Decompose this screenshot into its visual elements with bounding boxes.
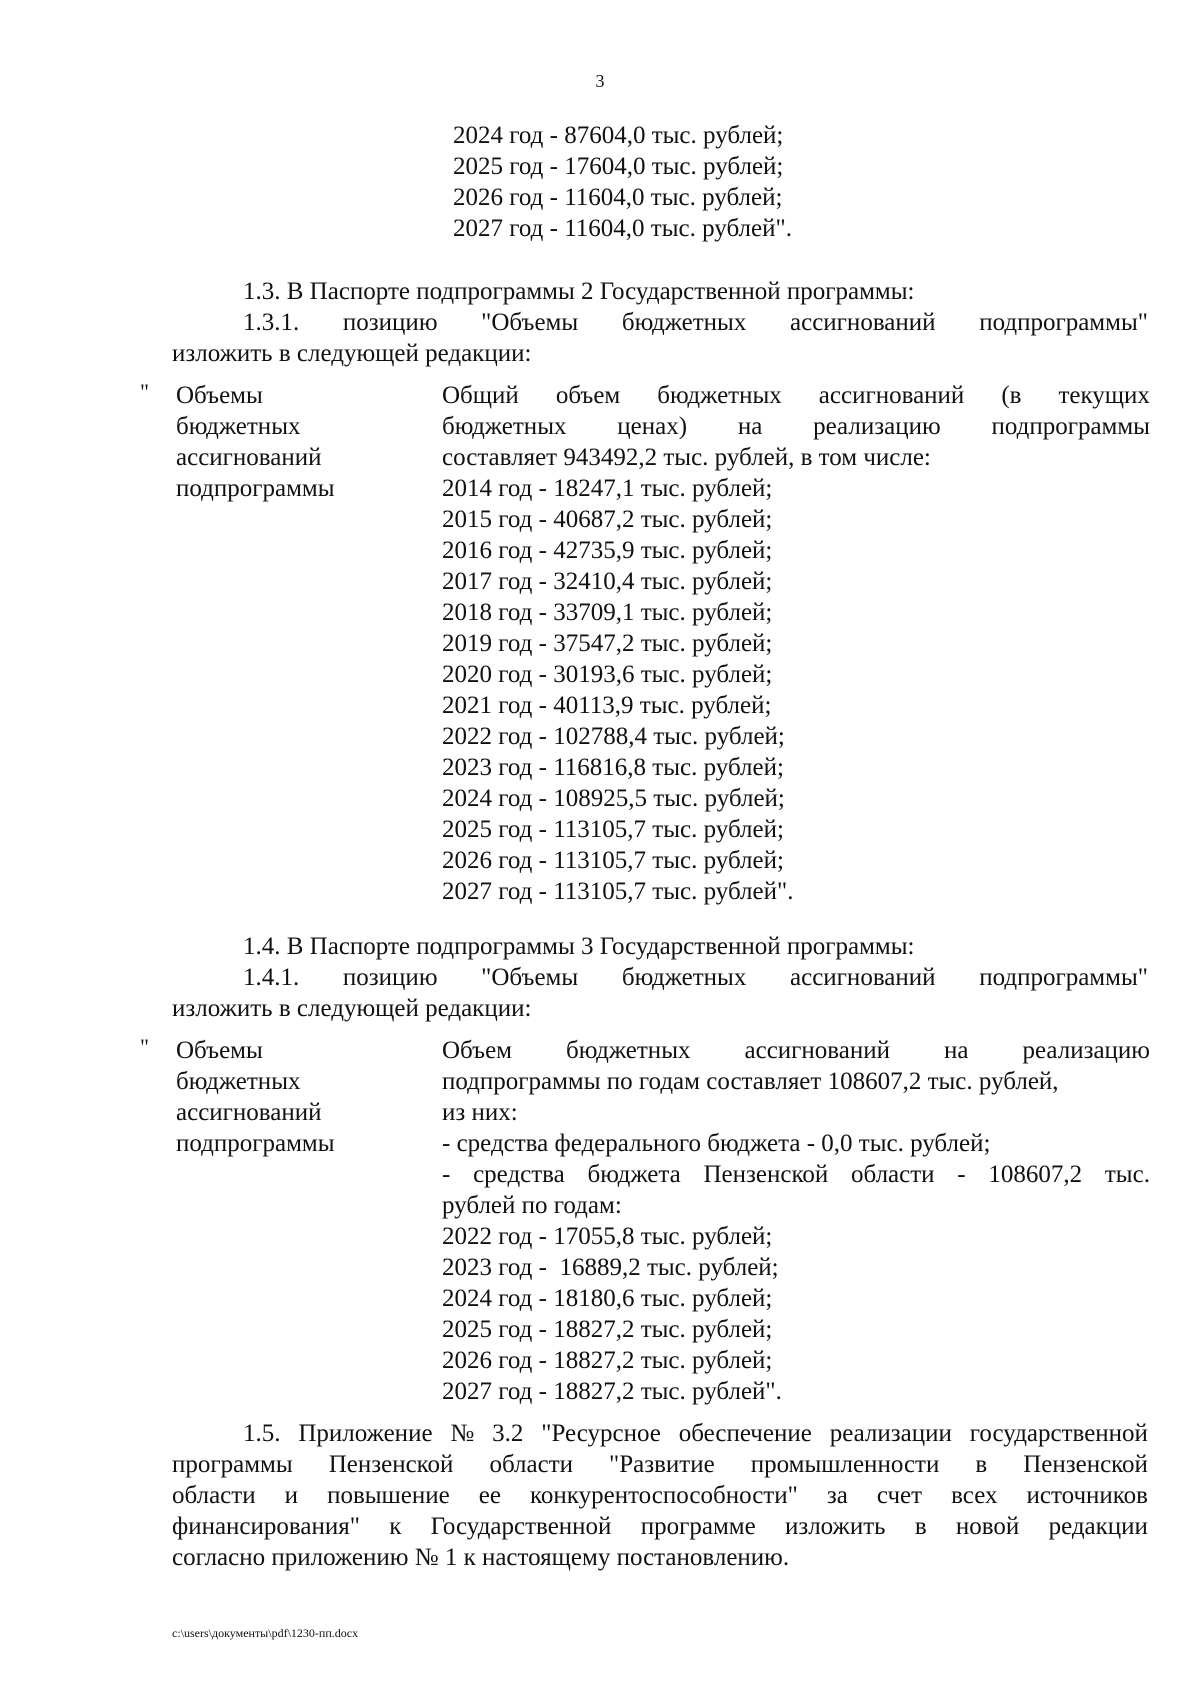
list-item: 2022 год - 17055,8 тыс. рублей; bbox=[442, 1223, 773, 1250]
position-label bbox=[176, 1035, 426, 1159]
word: всех bbox=[951, 1482, 998, 1509]
word: "Развитие bbox=[609, 1451, 715, 1478]
word: обеспечение bbox=[678, 1420, 812, 1447]
position-value bbox=[442, 380, 1150, 907]
word: ценах) bbox=[617, 413, 688, 440]
list-item: 2027 год - 18827,2 тыс. рублей". bbox=[442, 1378, 782, 1405]
word: реализации bbox=[829, 1420, 952, 1447]
list-item: 2020 год - 30193,6 тыс. рублей; bbox=[442, 661, 773, 688]
word: к bbox=[389, 1513, 402, 1540]
list-item: 2027 год - 113105,7 тыс. рублей". bbox=[442, 878, 794, 905]
word: 1.5. bbox=[243, 1420, 281, 1447]
opening-quote: " bbox=[140, 379, 149, 404]
label-line: подпрограммы bbox=[176, 1130, 335, 1157]
value-line: подпрограммы по годам составляет 108607,2 тыс. рублей, bbox=[442, 1068, 1059, 1095]
word: "Объемы bbox=[481, 964, 579, 991]
list-item: 2025 год - 17604,0 тыс. рублей; bbox=[453, 153, 784, 180]
opening-quote: " bbox=[140, 1034, 149, 1059]
section-1-5-line: согласно приложению № 1 к настоящему постановлению. bbox=[172, 1544, 790, 1571]
word: области bbox=[489, 1451, 574, 1478]
word: тыс. bbox=[1104, 1161, 1150, 1188]
word: позицию bbox=[342, 309, 438, 336]
value-line bbox=[442, 411, 1150, 442]
section-1-4-1-tail: изложить в следующей редакции: bbox=[172, 995, 532, 1022]
list-item: 2024 год - 87604,0 тыс. рублей; bbox=[453, 122, 784, 149]
word: Объем bbox=[442, 1037, 512, 1064]
word: Пензенской bbox=[1023, 1451, 1148, 1478]
word: реализацию bbox=[813, 413, 941, 440]
list-item: 2025 год - 18827,2 тыс. рублей; bbox=[442, 1316, 773, 1343]
word: № bbox=[450, 1420, 475, 1447]
word: - bbox=[957, 1161, 966, 1188]
value-line bbox=[442, 1159, 1150, 1190]
word: на bbox=[737, 413, 763, 440]
word: подпрограммы bbox=[991, 413, 1150, 440]
word: в bbox=[914, 1513, 927, 1540]
list-item: 2026 год - 113105,7 тыс. рублей; bbox=[442, 847, 784, 874]
word: области bbox=[172, 1482, 256, 1509]
word: и bbox=[284, 1482, 299, 1509]
word: 1.4.1. bbox=[243, 964, 300, 991]
word: 3.2 bbox=[492, 1420, 524, 1447]
word: в bbox=[975, 1451, 988, 1478]
word: позицию bbox=[342, 964, 438, 991]
value-line bbox=[442, 380, 1150, 411]
list-item: 2024 год - 18180,6 тыс. рублей; bbox=[442, 1285, 773, 1312]
value-line: рублей по годам: bbox=[442, 1192, 622, 1219]
page-number: 3 bbox=[595, 71, 605, 91]
word: счет bbox=[876, 1482, 923, 1509]
word: подпрограммы" bbox=[979, 964, 1148, 991]
list-item: 2016 год - 42735,9 тыс. рублей; bbox=[442, 537, 773, 564]
section-1-3-1-tail: изложить в следующей редакции: bbox=[172, 340, 532, 367]
word: (в bbox=[1001, 382, 1022, 409]
word: бюджетных bbox=[621, 964, 747, 991]
word: бюджетных bbox=[566, 1037, 691, 1064]
label-line: ассигнований bbox=[176, 1099, 322, 1126]
word: конкурентоспособности" bbox=[530, 1482, 798, 1509]
value-line: из них: bbox=[442, 1099, 518, 1126]
list-item: 2024 год - 108925,5 тыс. рублей; bbox=[442, 785, 785, 812]
section-1-4-1-line bbox=[243, 962, 1148, 993]
list-item: 2021 год - 40113,9 тыс. рублей; bbox=[442, 692, 772, 719]
list-item: 2026 год - 11604,0 тыс. рублей; bbox=[453, 184, 783, 211]
word: ее bbox=[478, 1482, 501, 1509]
list-item: 2022 год - 102788,4 тыс. рублей; bbox=[442, 723, 785, 750]
label-line: бюджетных bbox=[176, 413, 301, 440]
label-line: Объемы bbox=[176, 382, 263, 409]
word: Пензенской bbox=[328, 1451, 454, 1478]
section-1-5-line bbox=[243, 1418, 1148, 1449]
section-1-5-line bbox=[172, 1449, 1148, 1480]
section-1-3-heading: 1.3. В Паспорте подпрограммы 2 Государственной программы: bbox=[243, 278, 915, 305]
list-item: 2015 год - 40687,2 тыс. рублей; bbox=[442, 506, 773, 533]
section-1-5-line bbox=[172, 1480, 1148, 1511]
word: изложить bbox=[784, 1513, 886, 1540]
file-path-footer: c:\users\документы\pdf\1230-пп.docx bbox=[172, 1626, 359, 1640]
word: - bbox=[442, 1161, 451, 1188]
word: промышленности bbox=[750, 1451, 940, 1478]
word: текущих bbox=[1058, 382, 1150, 409]
word: повышение bbox=[327, 1482, 450, 1509]
word: Приложение bbox=[298, 1420, 433, 1447]
label-line: Объемы bbox=[176, 1037, 263, 1064]
list-item: 2023 год - 116816,8 тыс. рублей; bbox=[442, 754, 784, 781]
word: финансирования" bbox=[172, 1513, 360, 1540]
list-item: 2018 год - 33709,1 тыс. рублей; bbox=[442, 599, 773, 626]
word: ассигнований bbox=[790, 964, 936, 991]
word: Пензенской bbox=[703, 1161, 829, 1188]
label-line: бюджетных bbox=[176, 1068, 301, 1095]
list-item: 2017 год - 32410,4 тыс. рублей; bbox=[442, 568, 773, 595]
word: государственной bbox=[969, 1420, 1148, 1447]
label-line: подпрограммы bbox=[176, 475, 335, 502]
budget-year-list-top bbox=[453, 120, 1153, 244]
word: "Объемы bbox=[481, 309, 579, 336]
word: ассигнований bbox=[744, 1037, 891, 1064]
list-item: 2019 год - 37547,2 тыс. рублей; bbox=[442, 630, 773, 657]
word: бюджета bbox=[587, 1161, 681, 1188]
position-value bbox=[442, 1035, 1150, 1407]
word: средства bbox=[473, 1161, 565, 1188]
word: 1.3.1. bbox=[243, 309, 300, 336]
word: новой bbox=[955, 1513, 1020, 1540]
word: области bbox=[850, 1161, 935, 1188]
word: за bbox=[826, 1482, 848, 1509]
word: редакции bbox=[1048, 1513, 1148, 1540]
list-item: 2027 год - 11604,0 тыс. рублей". bbox=[453, 215, 792, 242]
word: реализацию bbox=[1022, 1037, 1150, 1064]
word: бюджетных bbox=[442, 413, 567, 440]
section-1-4-heading: 1.4. В Паспорте подпрограммы 3 Государственной программы: bbox=[243, 933, 915, 960]
word: объем bbox=[555, 382, 621, 409]
list-item: 2023 год - 16889,2 тыс. рублей; bbox=[442, 1254, 779, 1281]
word: 108607,2 bbox=[988, 1161, 1083, 1188]
word: источников bbox=[1026, 1482, 1148, 1509]
word: программы bbox=[172, 1451, 293, 1478]
list-item: 2026 год - 18827,2 тыс. рублей; bbox=[442, 1347, 773, 1374]
word: бюджетных bbox=[621, 309, 747, 336]
word: программе bbox=[640, 1513, 756, 1540]
word: бюджетных bbox=[657, 382, 782, 409]
word: подпрограммы" bbox=[979, 309, 1148, 336]
section-1-3-1-line bbox=[243, 307, 1148, 338]
word: ассигнований bbox=[818, 382, 965, 409]
label-line: ассигнований bbox=[176, 444, 322, 471]
section-1-5-line bbox=[172, 1511, 1148, 1542]
word: "Ресурсное bbox=[541, 1420, 661, 1447]
word: Общий bbox=[442, 382, 519, 409]
position-label bbox=[176, 380, 426, 504]
word: ассигнований bbox=[790, 309, 936, 336]
word: на bbox=[944, 1037, 969, 1064]
value-line: составляет 943492,2 тыс. рублей, в том числе: bbox=[442, 444, 931, 471]
value-line bbox=[442, 1035, 1150, 1066]
value-line: - средства федерального бюджета - 0,0 тыс. рублей; bbox=[442, 1130, 991, 1157]
list-item: 2014 год - 18247,1 тыс. рублей; bbox=[442, 475, 773, 502]
word: Государственной bbox=[430, 1513, 612, 1540]
list-item: 2025 год - 113105,7 тыс. рублей; bbox=[442, 816, 784, 843]
